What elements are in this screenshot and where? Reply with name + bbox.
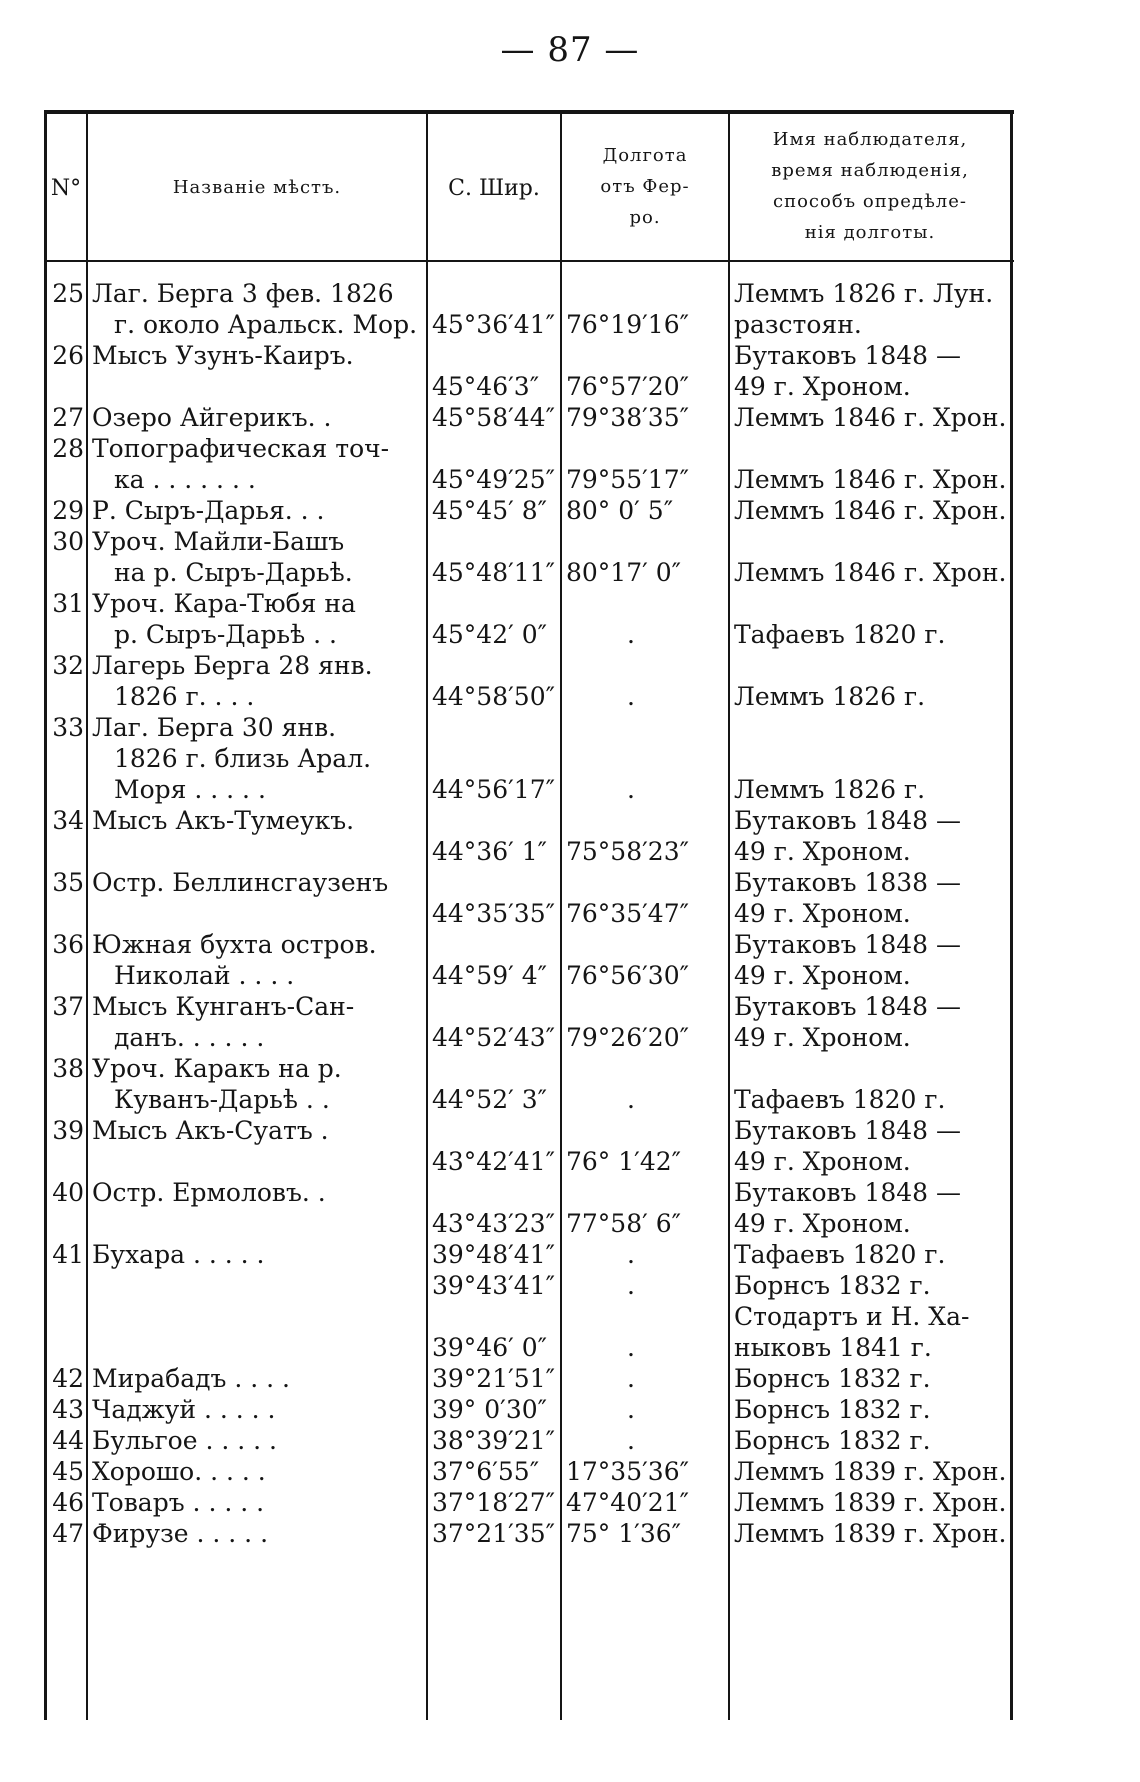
- latitude-value: 39°21′51″: [432, 1364, 555, 1393]
- latitude-value: 37°21′35″: [432, 1519, 555, 1548]
- longitude-value: 76°35′47″: [566, 899, 689, 928]
- observer-info: Леммъ 1846 г. Хрон.: [734, 465, 1007, 494]
- place-name: [92, 1270, 464, 1301]
- longitude-value: 17°35′36″: [566, 1457, 689, 1486]
- place-name: Мысъ Кунганъ-Сан- данъ. . . . . .: [92, 992, 355, 1052]
- latitude-value: 44°52′43″: [432, 1023, 555, 1052]
- place-name: Фирузе . . . . .: [92, 1519, 269, 1548]
- place-name: Мирабадъ . . . .: [92, 1364, 290, 1393]
- longitude-value: 80°17′ 0″: [566, 558, 681, 587]
- place-name: Озеро Айгерикъ. .: [92, 403, 332, 432]
- place-name: Лаг. Берга 3 фев. 1826 г. около Аральск. Мор.: [92, 279, 418, 339]
- observer-info: Тафаевъ 1820 г.: [734, 1085, 946, 1114]
- table-row: [44, 588, 1014, 650]
- observer-info: Борнсъ 1832 г.: [734, 1426, 931, 1455]
- longitude-value: .: [627, 1240, 635, 1269]
- row-number: 45: [52, 1457, 84, 1486]
- table-row: [44, 1239, 1014, 1270]
- row-number: 28: [52, 434, 84, 463]
- place-name: Остр. Ермоловъ. .: [92, 1178, 326, 1207]
- observer-info: Леммъ 1839 г. Хрон.: [734, 1519, 1007, 1548]
- table-row: [44, 526, 1014, 588]
- table-row: [44, 1487, 1014, 1518]
- latitude-value: 45°45′ 8″: [432, 496, 547, 525]
- table-row: [44, 1177, 1014, 1239]
- row-number: 35: [52, 868, 84, 897]
- header-observer: Имя наблюдателя, время наблюденія, способъ опредѣле- нія долготы.: [771, 129, 969, 243]
- latitude-value: 44°58′50″: [432, 682, 555, 711]
- longitude-value: .: [627, 1333, 635, 1362]
- row-number: 37: [52, 992, 84, 1021]
- place-name: Бухара . . . . .: [92, 1240, 265, 1269]
- latitude-value: 44°52′ 3″: [432, 1085, 547, 1114]
- table-row: [44, 1518, 1014, 1549]
- observer-info: Леммъ 1846 г. Хрон.: [734, 496, 1007, 525]
- coordinates-table: [44, 110, 1014, 1722]
- longitude-value: 79°55′17″: [566, 465, 689, 494]
- observer-info: Леммъ 1839 г. Хрон.: [734, 1457, 1007, 1486]
- longitude-value: 76°57′20″: [566, 372, 689, 401]
- row-number: 26: [52, 341, 84, 370]
- table-row: [44, 1115, 1014, 1177]
- row-number: 40: [52, 1178, 84, 1207]
- header-number: N°: [50, 175, 82, 201]
- row-number: 47: [52, 1519, 84, 1548]
- observer-info: Тафаевъ 1820 г.: [734, 1240, 946, 1269]
- observer-info: Леммъ 1826 г.: [734, 682, 926, 711]
- longitude-value: 80° 0′ 5″: [566, 496, 674, 525]
- latitude-value: 45°48′11″: [432, 558, 555, 587]
- row-number: 43: [52, 1395, 84, 1424]
- row-number: 36: [52, 930, 84, 959]
- longitude-value: 76°56′30″: [566, 961, 689, 990]
- table-row: [44, 1301, 1014, 1363]
- longitude-value: 79°26′20″: [566, 1023, 689, 1052]
- table-row: [44, 340, 1014, 402]
- row-number: 42: [52, 1364, 84, 1393]
- row-number: 25: [52, 279, 84, 308]
- table-row: [44, 712, 1014, 805]
- latitude-value: 45°46′3″: [432, 372, 540, 401]
- table-row: [44, 1456, 1014, 1487]
- table-row: [44, 991, 1014, 1053]
- place-name: Топографическая точ- ка . . . . . . .: [92, 434, 390, 494]
- row-number: [46, 1301, 84, 1332]
- observer-info: Леммъ 1846 г. Хрон.: [734, 403, 1007, 432]
- observer-info: Тафаевъ 1820 г.: [734, 620, 946, 649]
- table-row: [44, 1053, 1014, 1115]
- longitude-value: .: [627, 682, 635, 711]
- place-name: Бульгое . . . . .: [92, 1426, 277, 1455]
- longitude-value: 79°38′35″: [566, 403, 689, 432]
- observer-info: Бутаковъ 1848 — 49 г. Хроном.: [734, 992, 961, 1052]
- longitude-value: 47°40′21″: [566, 1488, 689, 1517]
- table-row: [44, 1270, 1014, 1301]
- place-name: Мысъ Акъ-Суатъ .: [92, 1116, 329, 1145]
- place-name: Уроч. Каракъ на р. Куванъ-Дарьѣ . .: [92, 1054, 342, 1114]
- observer-info: Бутаковъ 1848 — 49 г. Хроном.: [734, 806, 961, 866]
- table-row: [44, 278, 1014, 340]
- observer-info: Борнсъ 1832 г.: [734, 1271, 931, 1300]
- table-row: [44, 433, 1014, 495]
- observer-info: Бутаковъ 1848 — 49 г. Хроном.: [734, 1178, 961, 1238]
- latitude-value: 45°58′44″: [432, 403, 555, 432]
- table-row: [44, 495, 1014, 526]
- latitude-value: 44°36′ 1″: [432, 837, 547, 866]
- table-header-rule: [44, 260, 1014, 262]
- observer-info: Бутаковъ 1838 — 49 г. Хроном.: [734, 868, 961, 928]
- row-number: [46, 1270, 84, 1301]
- row-number: 30: [52, 527, 84, 556]
- latitude-value: 44°59′ 4″: [432, 961, 547, 990]
- place-name: Лагерь Берга 28 янв. 1826 г. . . .: [92, 651, 373, 711]
- table-row: [44, 650, 1014, 712]
- observer-info: Борнсъ 1832 г.: [734, 1364, 931, 1393]
- place-name: Товаръ . . . . .: [92, 1488, 265, 1517]
- row-number: 32: [52, 651, 84, 680]
- row-number: 44: [52, 1426, 84, 1455]
- place-name: Уроч. Кара-Тюбя на р. Сыръ-Дарьѣ . .: [92, 589, 356, 649]
- longitude-value: .: [627, 620, 635, 649]
- longitude-value: 75° 1′36″: [566, 1519, 681, 1548]
- row-number: 27: [52, 403, 84, 432]
- observer-info: Леммъ 1826 г.: [734, 775, 926, 804]
- observer-info: Бутаковъ 1848 — 49 г. Хроном.: [734, 1116, 961, 1176]
- place-name: Р. Сыръ-Дарья. . .: [92, 496, 325, 525]
- place-name: Чаджуй . . . . .: [92, 1395, 276, 1424]
- latitude-value: 44°56′17″: [432, 775, 555, 804]
- header-longitude: Долгота отъ Фер- ро.: [600, 144, 690, 228]
- row-number: 34: [52, 806, 84, 835]
- latitude-value: 39°43′41″: [432, 1271, 555, 1300]
- longitude-value: 75°58′23″: [566, 837, 689, 866]
- latitude-value: 39°48′41″: [432, 1240, 555, 1269]
- observer-info: Стодартъ и Н. Ха- ныковъ 1841 г.: [734, 1302, 970, 1362]
- header-latitude: С. Шир.: [448, 175, 540, 201]
- place-name: Южная бухта остров. Николай . . . .: [92, 930, 377, 990]
- latitude-value: 39°46′ 0″: [432, 1333, 547, 1362]
- longitude-value: .: [627, 1085, 635, 1114]
- table-row: [44, 867, 1014, 929]
- table-row: [44, 1425, 1014, 1456]
- table-row: [44, 929, 1014, 991]
- longitude-value: .: [627, 1395, 635, 1424]
- place-name: Лаг. Берга 30 янв. 1826 г. близь Арал. Моря . . . . .: [92, 713, 372, 804]
- place-name: Хорошо. . . . .: [92, 1457, 266, 1486]
- latitude-value: 43°42′41″: [432, 1147, 555, 1176]
- latitude-value: 43°43′23″: [432, 1209, 555, 1238]
- observer-info: Борнсъ 1832 г.: [734, 1395, 931, 1424]
- latitude-value: 38°39′21″: [432, 1426, 555, 1455]
- place-name: Уроч. Майли-Башъ на р. Сыръ-Дарьѣ.: [92, 527, 353, 587]
- row-number: 31: [52, 589, 84, 618]
- latitude-value: 45°49′25″: [432, 465, 555, 494]
- row-number: 33: [52, 713, 84, 742]
- header-place-name: Названіе мѣстъ.: [172, 177, 342, 198]
- row-number: 41: [52, 1240, 84, 1269]
- table-row: [44, 402, 1014, 433]
- observer-info: Бутаковъ 1848 — 49 г. Хроном.: [734, 341, 961, 401]
- observer-info: Бутаковъ 1848 — 49 г. Хроном.: [734, 930, 961, 990]
- place-name: [92, 1301, 464, 1332]
- observer-info: Леммъ 1839 г. Хрон.: [734, 1488, 1007, 1517]
- longitude-value: .: [627, 1426, 635, 1455]
- row-number: 39: [52, 1116, 84, 1145]
- longitude-value: .: [627, 775, 635, 804]
- latitude-value: 44°35′35″: [432, 899, 555, 928]
- table-row: [44, 805, 1014, 867]
- place-name: Остр. Беллинсгаузенъ: [92, 868, 389, 897]
- longitude-value: 77°58′ 6″: [566, 1209, 681, 1238]
- longitude-value: 76°19′16″: [566, 310, 689, 339]
- longitude-value: .: [627, 1271, 635, 1300]
- table-row: [44, 1363, 1014, 1394]
- table-row: [44, 1394, 1014, 1425]
- page-number: — 87 —: [500, 30, 640, 70]
- table-top-rule: [44, 110, 1014, 114]
- longitude-value: 76° 1′42″: [566, 1147, 681, 1176]
- latitude-value: 39° 0′30″: [432, 1395, 547, 1424]
- latitude-value: 37°18′27″: [432, 1488, 555, 1517]
- longitude-value: .: [627, 1364, 635, 1393]
- observer-info: Леммъ 1826 г. Лун. разстоян.: [734, 279, 994, 339]
- place-name: Мысъ Акъ-Тумеукъ.: [92, 806, 355, 835]
- row-number: 46: [52, 1488, 84, 1517]
- observer-info: Леммъ 1846 г. Хрон.: [734, 558, 1007, 587]
- latitude-value: 45°42′ 0″: [432, 620, 547, 649]
- row-number: 38: [52, 1054, 84, 1083]
- latitude-value: 45°36′41″: [432, 310, 555, 339]
- place-name: Мысъ Узунъ-Каиръ.: [92, 341, 354, 370]
- latitude-value: 37°6′55″: [432, 1457, 540, 1486]
- row-number: 29: [52, 496, 84, 525]
